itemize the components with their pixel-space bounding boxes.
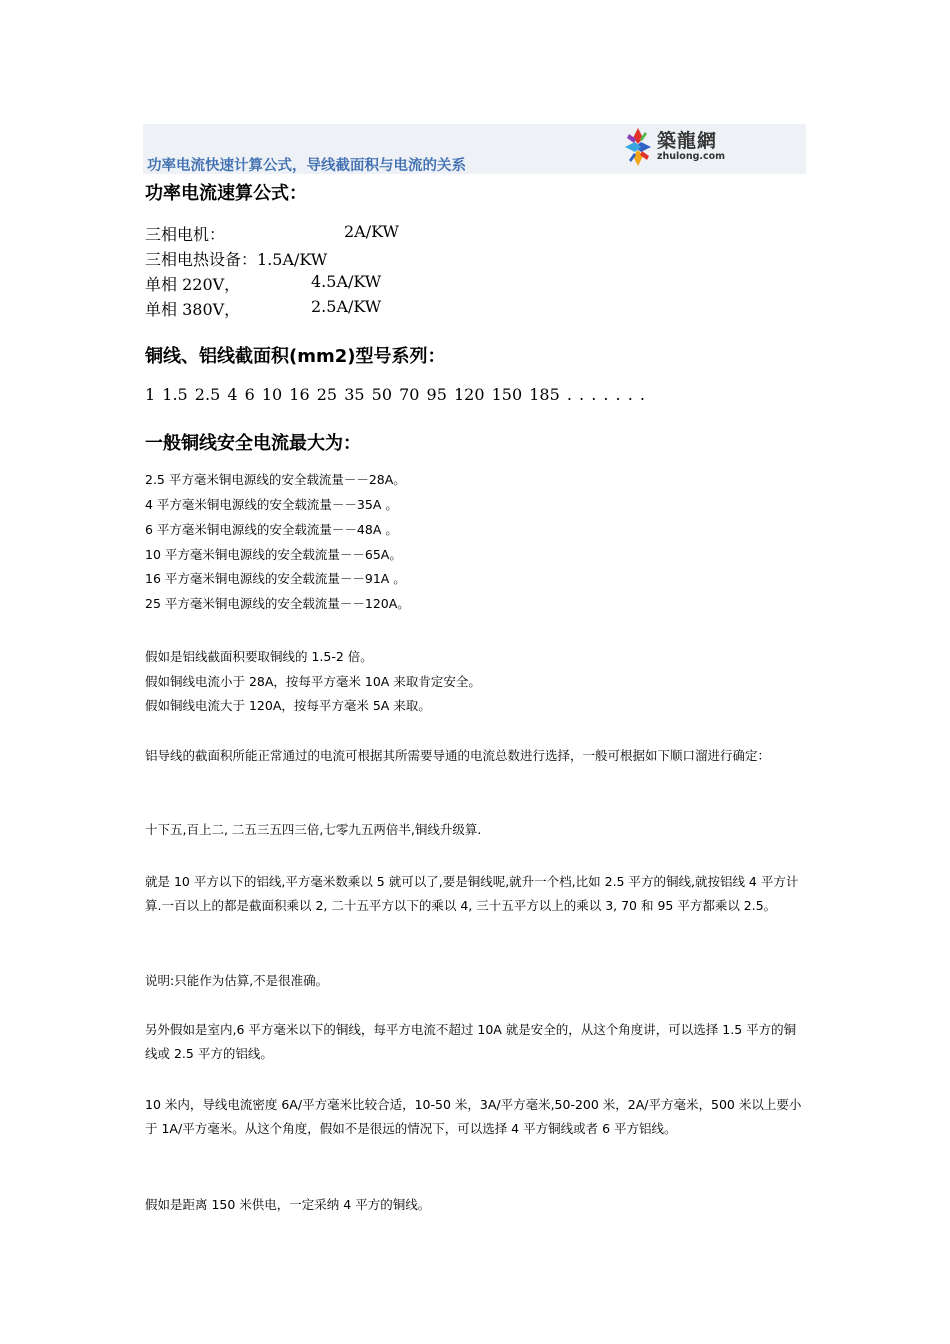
formula-label: 三相电热设备： (145, 250, 258, 269)
paragraph-150m: 假如是距离 150 米供电，一定采纳 4 平方的铜线。 (145, 1197, 431, 1212)
formula-row (145, 272, 382, 295)
formula-value: 1.5A/KW (257, 250, 328, 269)
paragraph-rhyme: 十下五,百上二, 二五三五四三倍,七零九五两倍半,铜线升级算. (145, 822, 482, 837)
formula-row (145, 297, 382, 320)
list-item: 2.5 平方毫米铜电源线的安全载流量－－28A。 (145, 472, 406, 487)
note-line: 假如是铝线截面积要取铜线的 1.5-2 倍。 (145, 649, 373, 664)
formula-value: 4.5A/KW (311, 272, 382, 291)
list-item: 4 平方毫米铜电源线的安全载流量－－35A 。 (145, 497, 398, 512)
note-line: 假如铜线电流大于 120A，按每平方毫米 5A 来取。 (145, 698, 431, 713)
list-item: 25 平方毫米铜电源线的安全载流量－－120A。 (145, 596, 410, 611)
pinwheel-logo-icon (621, 124, 655, 170)
paragraph-indoor: 另外假如是室内,6 平方毫米以下的铜线，每平方电流不超过 10A 就是安全的，从这个角度讲，可以选择 1.5 平方的铜线或 2.5 平方的铝线。 (145, 1022, 797, 1061)
list-item: 6 平方毫米铜电源线的安全载流量－－48A 。 (145, 522, 398, 537)
formula-label: 单相 220V， (145, 275, 241, 294)
zhulong-logo (621, 124, 726, 170)
paragraph-aluminum-selection: 铝导线的截面积所能正常通过的电流可根据其所需要导通的电流总数进行选择，一般可根据如下顺口溜进行确定： (145, 748, 771, 763)
formula-label: 三相电机： (145, 225, 226, 244)
formula-row (145, 247, 327, 270)
paragraph-note: 说明:只能作为估算,不是很准确。 (145, 973, 329, 988)
formula-value: 2A/KW (344, 222, 399, 241)
document-title: 功率电流快速计算公式，导线截面积与电流的关系 (147, 158, 466, 174)
section-heading-power-current: 功率电流速算公式： (145, 183, 307, 204)
note-line: 假如铜线电流小于 28A，按每平方毫米 10A 来取肯定安全。 (145, 674, 481, 689)
formula-label: 单相 380V， (145, 300, 241, 319)
formula-value: 2.5A/KW (311, 297, 382, 316)
paragraph-explanation: 就是 10 平方以下的铝线,平方毫米数乘以 5 就可以了,要是铜线呢,就升一个档,比如 2.5 平方的铜线,就按铝线 4 平方计算.一百以上的都是截面积乘以 2, 二十五平方以下的乘以 4, 三十五平方以上的乘以 3, 70 和 95 平方都乘以 2.5。 (145, 874, 799, 913)
section-heading-safe-current: 一般铜线安全电流最大为： (145, 433, 361, 454)
section-heading-wire-sizes: 铜线、铝线截面积(mm2)型号系列： (145, 346, 446, 367)
logo-text-chinese: 築龍網 (657, 130, 718, 152)
list-item: 10 平方毫米铜电源线的安全载流量－－65A。 (145, 547, 402, 562)
formula-row (145, 222, 399, 245)
wire-size-series: 1 1.5 2.5 4 6 10 16 25 35 50 70 95 120 150 185 . . . . . . . (145, 385, 645, 404)
header-banner (143, 124, 806, 174)
list-item: 16 平方毫米铜电源线的安全载流量－－91A 。 (145, 571, 406, 586)
logo-text-domain: zhulong.com (657, 151, 726, 162)
paragraph-distance: 10 米内，导线电流密度 6A/平方毫米比较合适，10-50 米，3A/平方毫米,50-200 米，2A/平方毫米，500 米以上要小于 1A/平方毫米。从这个角度，假如不是很远的情况下，可以选择 4 平方铜线或者 6 平方铝线。 (145, 1097, 802, 1136)
